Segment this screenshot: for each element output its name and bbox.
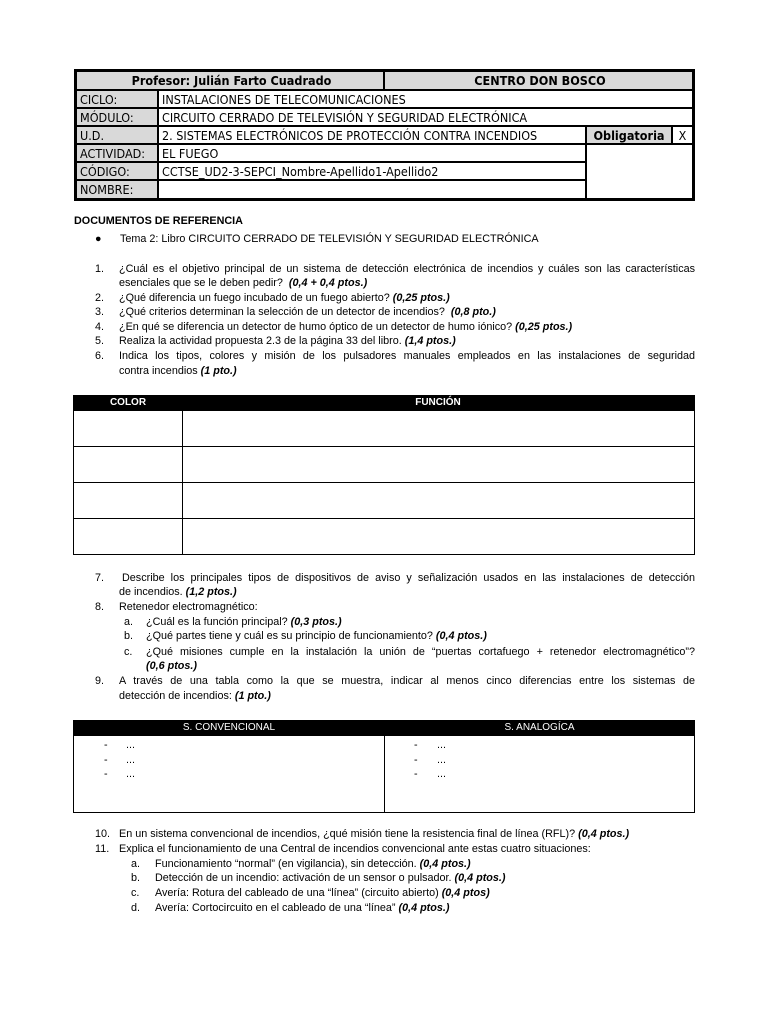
row-divider	[74, 446, 694, 447]
q3-num: 3.	[95, 306, 105, 318]
q4-num: 4.	[95, 321, 105, 333]
modulo-label: MÓDULO:	[76, 108, 158, 126]
funcion-header: FUNCIÓN	[182, 396, 694, 411]
q8c-line1: ¿Qué misiones cumple en la instalación la unión de “puertas cortafuego + retenedor electromagnético”?	[146, 646, 695, 658]
q11d-letter: d.	[131, 902, 141, 914]
row-divider	[74, 518, 694, 519]
q11c-letter: c.	[131, 887, 140, 899]
list-item: ...	[437, 768, 446, 780]
q1-line1: ¿Cuál es el objetivo principal de un sistema de detección electrónica de incendios y cuáles son las características	[119, 263, 695, 275]
q4-text: ¿En qué se diferencia un detector de humo óptico de un detector de humo iónico? (0,25 ptos.)	[119, 321, 573, 333]
q5-text: Realiza la actividad propuesta 2.3 de la página 33 del libro. (1,4 ptos.)	[119, 335, 456, 347]
color-cell[interactable]	[75, 412, 181, 445]
q1-line2: esenciales que se le deben pedir? (0,4 + 0,4 ptos.)	[119, 277, 368, 289]
q2-num: 2.	[95, 292, 105, 304]
q8a-text: ¿Cuál es la función principal? (0,3 ptos.)	[146, 616, 342, 628]
list-dash: -	[104, 739, 108, 751]
col-divider	[384, 721, 385, 812]
q11b-letter: b.	[131, 872, 141, 884]
obligatoria-label: Obligatoria	[586, 126, 672, 144]
list-item: ...	[437, 754, 446, 766]
q6-num: 6.	[95, 350, 105, 362]
q11a-letter: a.	[131, 858, 141, 870]
actividad-value: EL FUEGO	[158, 144, 586, 162]
q11a-text: Funcionamiento “normal” (en vigilancia), sin detección. (0,4 ptos.)	[155, 858, 471, 870]
q8a-letter: a.	[124, 616, 134, 628]
nombre-label: NOMBRE:	[76, 180, 158, 199]
bullet-icon: ●	[95, 233, 102, 245]
q6-line2: contra incendios (1 pto.)	[119, 365, 237, 377]
q8c-pts: (0,6 ptos.)	[146, 660, 197, 672]
analogica-header: S. ANALOGÍCA	[385, 721, 694, 736]
q9-line2: detección de incendios: (1 pto.)	[119, 690, 271, 702]
refs-title: DOCUMENTOS DE REFERENCIA	[74, 215, 243, 227]
systems-comparison-table	[73, 720, 695, 813]
q5-num: 5.	[95, 335, 105, 347]
row-divider	[74, 482, 694, 483]
centro-cell: CENTRO DON BOSCO	[384, 71, 693, 90]
ciclo-value: INSTALACIONES DE TELECOMUNICACIONES	[158, 90, 693, 108]
funcion-cell[interactable]	[184, 412, 692, 445]
q7-line2: de incendios. (1,2 ptos.)	[119, 586, 237, 598]
q9-line1: A través de una tabla como la que se muestra, indicar al menos cinco diferencias entre los sistemas de	[119, 675, 695, 687]
q10-num: 10.	[95, 828, 111, 840]
q1-num: 1.	[95, 263, 105, 275]
blank-merged-cell	[586, 144, 693, 199]
modulo-value: CIRCUITO CERRADO DE TELEVISIÓN Y SEGURIDAD ELECTRÓNICA	[158, 108, 693, 126]
refs-bullet: Tema 2: Libro CIRCUITO CERRADO DE TELEVISIÓN Y SEGURIDAD ELECTRÓNICA	[120, 233, 539, 245]
q6-line1: Indica los tipos, colores y misión de los pulsadores manuales empleados en las instalaciones de seguridad	[119, 350, 695, 362]
list-item: ...	[126, 739, 135, 751]
list-dash: -	[414, 754, 418, 766]
obligatoria-mark: X	[672, 126, 693, 144]
q10-text: En un sistema convencional de incendios, ¿qué misión tiene la resistencia final de línea (RFL)? (0,4 ptos.)	[119, 828, 630, 840]
q11c-text: Avería: Rotura del cableado de una “línea” (circuito abierto) (0,4 ptos)	[155, 887, 490, 899]
list-item: ...	[437, 739, 446, 751]
q11-text: Explica el funcionamiento de una Central de incendios convencional ante estas cuatro situaciones:	[119, 843, 591, 855]
convencional-header: S. CONVENCIONAL	[74, 721, 384, 736]
profesor-cell: Profesor: Julián Farto Cuadrado	[76, 71, 384, 90]
list-dash: -	[104, 768, 108, 780]
ciclo-label: CICLO:	[76, 90, 158, 108]
color-header: COLOR	[74, 396, 182, 411]
q7-num: 7.	[95, 572, 105, 584]
list-dash: -	[104, 754, 108, 766]
ud-value: 2. SISTEMAS ELECTRÓNICOS DE PROTECCIÓN CONTRA INCENDIOS	[158, 126, 586, 144]
q2-text: ¿Qué diferencia un fuego incubado de un fuego abierto? (0,25 ptos.)	[119, 292, 450, 304]
list-item: ...	[126, 768, 135, 780]
list-dash: -	[414, 739, 418, 751]
list-dash: -	[414, 768, 418, 780]
header-table	[74, 69, 695, 201]
q7-line1: Describe los principales tipos de dispositivos de aviso y señalización usados en las instalaciones de detección	[122, 572, 695, 584]
q8c-letter: c.	[124, 646, 133, 658]
color-function-table	[73, 395, 695, 555]
q11d-text: Avería: Cortocircuito en el cableado de una “línea” (0,4 ptos.)	[155, 902, 450, 914]
nombre-field[interactable]	[158, 180, 586, 199]
q8-num: 8.	[95, 601, 105, 613]
q9-num: 9.	[95, 675, 105, 687]
q8b-text: ¿Qué partes tiene y cuál es su principio de funcionamiento? (0,4 ptos.)	[146, 630, 487, 642]
q11-num: 11.	[95, 843, 110, 855]
q3-text: ¿Qué criterios determinan la selección de un detector de incendios? (0,8 pto.)	[119, 306, 496, 318]
list-item: ...	[126, 754, 135, 766]
ud-label: U.D.	[76, 126, 158, 144]
q8-text: Retenedor electromagnético:	[119, 601, 258, 613]
actividad-label: ACTIVIDAD:	[76, 144, 158, 162]
q8b-letter: b.	[124, 630, 134, 642]
codigo-value: CCTSE_UD2-3-SEPCI_Nombre-Apellido1-Apellido2	[158, 162, 586, 180]
codigo-label: CÓDIGO:	[76, 162, 158, 180]
q11b-text: Detección de un incendio: activación de un sensor o pulsador. (0,4 ptos.)	[155, 872, 506, 884]
